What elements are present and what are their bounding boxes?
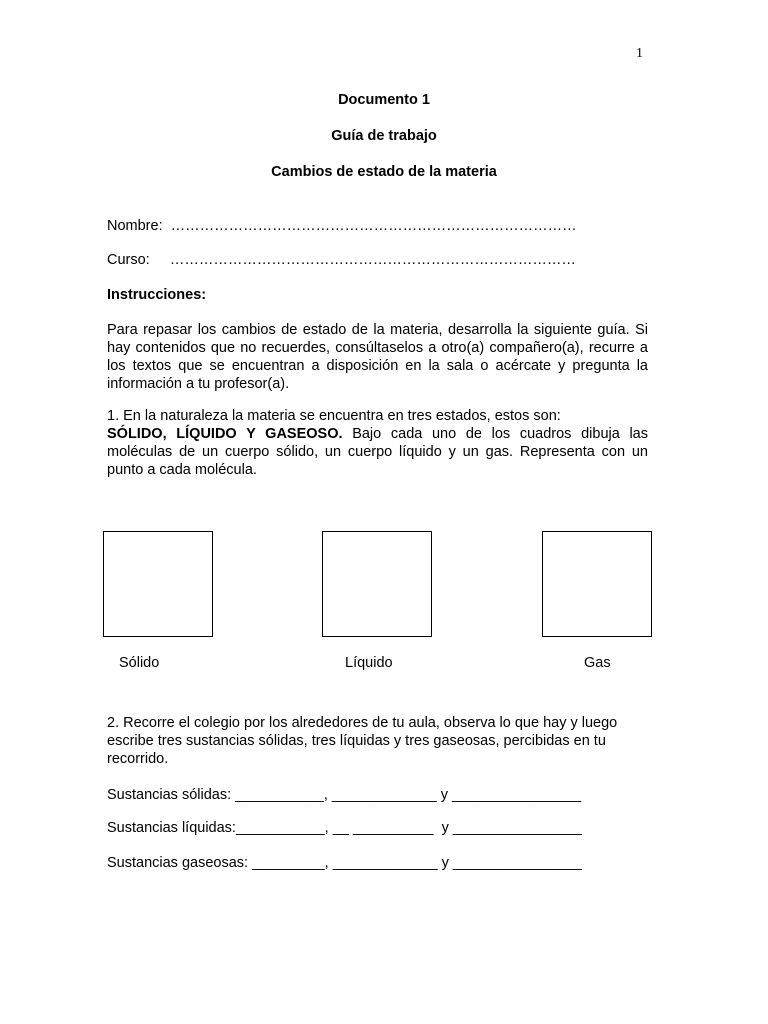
instructions-text: Para repasar los cambios de estado de la materia, desarrolla la siguiente guía. Si hay contenidos que no recuerdes, consúltaselos a otro(a) compañero(a), recurre a los textos que se encuentran a disposición en la sala o acércate y pregunta la información a tu profesor(a). bbox=[107, 322, 648, 392]
course-label: Curso: bbox=[107, 252, 150, 268]
topic-title: Cambios de estado de la materia bbox=[271, 164, 497, 180]
question-2-text: 2. Recorre el colegio por los alrededores de tu aula, observa lo que hay y luego escribe tres sustancias sólidas, tres líquidas y tres gaseosas, percibidas en tu recorrido. bbox=[107, 715, 618, 767]
liquid-drawing-box[interactable] bbox=[322, 531, 432, 637]
solid-substances-field[interactable]: Sustancias sólidas: ___________, _____________ y ________________ bbox=[107, 787, 582, 803]
solid-label: Sólido bbox=[119, 655, 160, 671]
gas-drawing-box[interactable] bbox=[542, 531, 652, 637]
name-field bbox=[107, 218, 577, 234]
course-dotted-line: ………………………………………………………………………… bbox=[149, 252, 576, 268]
course-field bbox=[107, 252, 576, 268]
page-number: 1 bbox=[636, 46, 643, 61]
question-1-intro: 1. En la naturaleza la materia se encuentra en tres estados, estos son: bbox=[107, 408, 561, 424]
gas-substances-field[interactable]: Sustancias gaseosas: _________, _____________ y ________________ bbox=[107, 855, 582, 871]
guide-title: Guía de trabajo bbox=[331, 128, 437, 144]
gas-label: Gas bbox=[584, 655, 611, 671]
instructions-heading: Instrucciones: bbox=[107, 287, 207, 303]
document-title: Documento 1 bbox=[338, 92, 430, 108]
liquid-substances-field[interactable]: Sustancias líquidas:___________, __ __________ y ________________ bbox=[107, 820, 582, 836]
name-label: Nombre: bbox=[107, 218, 163, 234]
liquid-label: Líquido bbox=[345, 655, 393, 671]
solid-drawing-box[interactable] bbox=[103, 531, 213, 637]
name-dotted-line: ………………………………………………………………………… bbox=[162, 218, 577, 234]
states-emphasis: SÓLIDO, LÍQUIDO Y GASEOSO. bbox=[107, 426, 343, 442]
question-1-text bbox=[107, 425, 648, 479]
question-1-rest: Bajo cada uno de los cuadros dibuja las moléculas de un cuerpo sólido, un cuerpo líquido y un gas. Representa con un punto a cada molécula. bbox=[107, 426, 648, 478]
